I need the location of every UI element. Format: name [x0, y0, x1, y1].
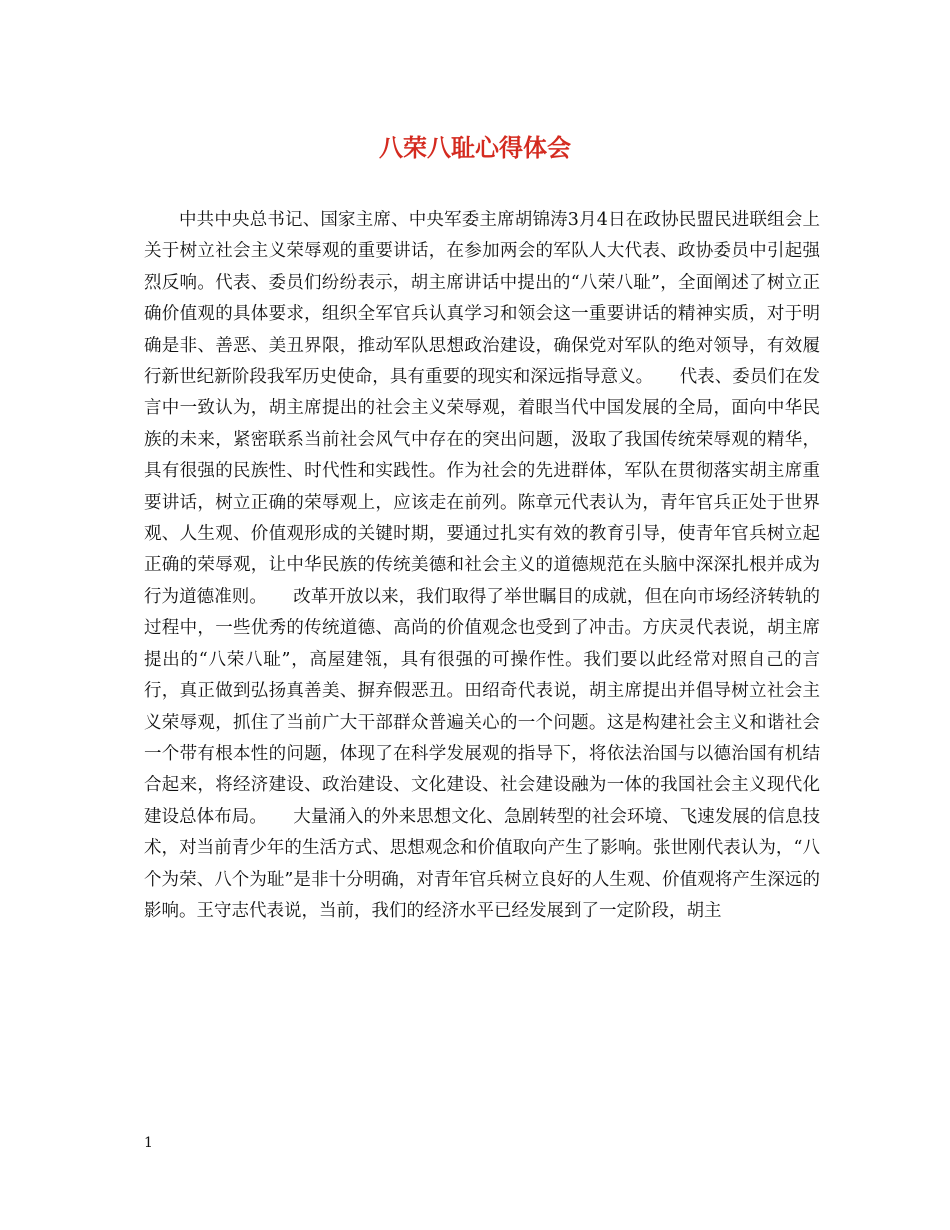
body-paragraph: 中共中央总书记、国家主席、中央军委主席胡锦涛3月4日在政协民盟民进联组会上关于树立社会主义荣辱观的重要讲话，在参加两会的军队人大代表、政协委员中引起强烈反响。代表、委员们纷纷表示，胡主席讲话中提出的“八荣八耻”，全面阐述了树立正确价值观的具体要求，组织全军官兵认真学习和领会这一重要讲话的精神实质，对于明确是非、善恶、美丑界限，推动军队思想政治建设，确保党对军队的绝对领导，有效履行新世纪新阶段我军历史使命，具有重要的现实和深远指导意义。 代表、委员们在发言中一致认为，胡主席提出的社会主义荣辱观，着眼当代中国发展的全局，面向中华民族的未来，紧密联系当前社会风气中存在的突出问题，汲取了我国传统荣辱观的精华，具有很强的民族性、时代性和实践性。作为社会的先进群体，军队在贯彻落实胡主席重要讲话，树立正确的荣辱观上，应该走在前列。陈章元代表认为，青年官兵正处于世界观、人生观、价值观形成的关键时期，要通过扎实有效的教育引导，使青年官兵树立起正确的荣辱观，让中华民族的传统美德和社会主义的道德规范在头脑中深深扎根并成为行为道德准则。 改革开放以来，我们取得了举世瞩目的成就，但在向市场经济转轨的过程中，一些优秀的传统道德、高尚的价值观念也受到了冲击。方庆灵代表说，胡主席提出的“八荣八耻”，高屋建瓴，具有很强的可操作性。我们要以此经常对照自己的言行，真正做到弘扬真善美、摒弃假恶丑。田绍奇代表说，胡主席提出并倡导树立社会主义荣辱观，抓住了当前广大干部群众普遍关心的一个问题。这是构建社会主义和谐社会一个带有根本性的问题，体现了在科学发展观的指导下，将依法治国与以德治国有机结合起来，将经济建设、政治建设、文化建设、社会建设融为一体的我国社会主义现代化建设总体布局。 大量涌入的外来思想文化、急剧转型的社会环境、飞速发展的信息技术，对当前青少年的生活方式、思想观念和价值取向产生了影响。张世刚代表认为，“八个为荣、八个为耻”是非十分明确，对青年官兵树立良好的人生观、价值观将产生深远的影响。王守志代表说，当前，我们的经济水平已经发展到了一定阶段，胡主 — [144, 210, 820, 921]
document-title: 八荣八耻心得体会 — [379, 133, 571, 162]
page-number: 1 — [144, 1135, 153, 1151]
